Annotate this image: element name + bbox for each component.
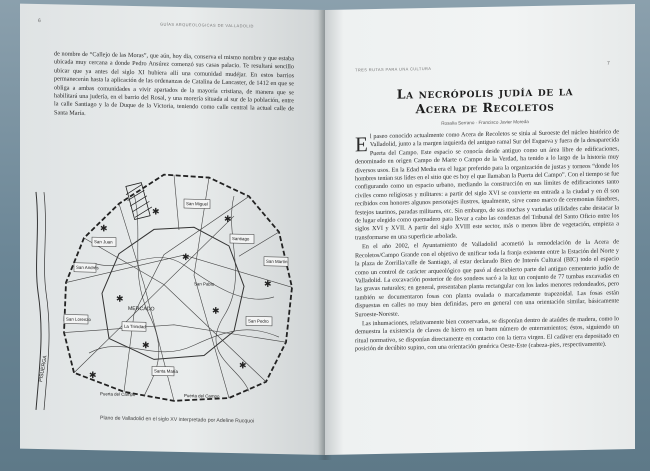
right-running-head: TRES RUTAS PARA UNA CULTURA (355, 65, 432, 73)
svg-text:✱: ✱ (152, 207, 160, 218)
article-title-line2: Acera de Recoletos (415, 98, 555, 117)
right-page (325, 4, 635, 455)
left-page-number: 6 (38, 17, 41, 25)
article-paragraph-3: Las inhumaciones, relativamente bien conservadas, se disponían dentro de ataúdes de madera, como lo demuestra la existencia de clavos de hierro en un buen número de enterramientos; éstos, siguiendo un ritual normativo, se disponían directamente en contacto con la tierra virgen. El cadáver era depositado en posición de decúbito supino, con una orientación genérica Oeste-Este (cabeza-pies, respectivamente). (355, 315, 619, 353)
drop-cap: E (355, 132, 368, 157)
map-label-sanpedro: San Pedro (248, 318, 269, 324)
map-label-sanandres: San Andrés (76, 264, 99, 271)
map-label-sanjuan: San Juan (94, 239, 113, 245)
article-paragraph-1 (355, 128, 619, 242)
map-label-trinidad: La Trinidad (124, 323, 146, 330)
map-label-sanpablo: San Pablo (194, 281, 215, 287)
map-label-sanmiguel: San Miguel (185, 201, 208, 207)
svg-text:✱: ✱ (89, 371, 97, 382)
svg-text:✱: ✱ (100, 224, 108, 235)
article-authors: Rosalía Serrano · Francisco Javier Moreda (441, 119, 529, 126)
map-label-sanlorenzo: San Lorenzo (66, 316, 91, 323)
svg-text:✱: ✱ (264, 279, 272, 290)
map-caption: Plano de Valladolid en el siglo XV interpretado por Adeline Rucquoi (100, 415, 255, 425)
map-label-santamaria: Santa María (154, 368, 178, 374)
hatched-block (124, 182, 153, 220)
valladolid-map (34, 132, 304, 416)
map-label-mercado: MERCADO (128, 305, 155, 313)
map-label-santiago: Santiago (232, 236, 250, 242)
map-label-pisuerga: PISUERGA (38, 354, 49, 383)
article-paragraph-2: En el año 2002, el Ayuntamiento de Valladolid acometió la remodelación de la Acera de Recoletos/Campo Grande con el objetivo de unificar toda la franja existente entre la Estación del Norte y la plaza de Zorrilla/calle de Santiago, al estar declarado Bien de Interés Cultural (BIC) todo el espacio como un control de carácter arqueológico que pasó al descubierto parte del antiguo cementerio judío de Valladolid. La excavación posterior de dos sondeos sacó a la luz un conjunto de 77 tumbas excavadas en las gravas naturales; en general, presentaban planta rectangular con los lados menores redondeados, pero también se documentaron fosas con planta ovalada o marcadamente trapezoidal. Las fosas están dispuestas en calles no muy bien definidas, pero en general con una orientación similar, básicamente Suroeste-Noreste. (355, 238, 619, 318)
svg-text:✱: ✱ (224, 214, 232, 226)
article-title (355, 82, 615, 117)
svg-text:✱: ✱ (116, 294, 124, 305)
left-page (20, 4, 325, 455)
right-page-number: 7 (607, 60, 610, 67)
left-paragraph: de nombre de “Callejo de las Moras”, que aún, hoy día, conserva el mismo nombre y que estaba ubicada muy cercana a donde Pedro Ansúrez comenzó sus casas palacio. Te resultará sencillo ubicar que ya antes del siglo XI hubiera allí una comunidad mudéjar. En estos barrios permanecerán hasta la aplicación de las ordenanzas de Catalina de Lancaster, de 1412 en que se obliga a ambas comunidades a vivir apartados de la mayoría cristiana, de manera que se habilitará una judería, en el barrio del Rosal, y una morería situada al sur de la población, entre la calle Santiago y la de Duque de la Victoria, teniendo como calle central la actual calle de Santa María. (54, 50, 294, 117)
left-running-head: GUÍAS ARQUEOLÓGICAS DE VALLADOLID (160, 21, 254, 29)
map-label-puerta-campo: Puerta del Campo (100, 391, 136, 398)
open-booklet (20, 10, 635, 455)
map-label-puerta-campo-2: Puerta del Campo (184, 393, 220, 399)
svg-text:✱: ✱ (211, 306, 220, 317)
map-label-sanmartin: San Martín (266, 258, 288, 265)
article-body (355, 128, 619, 355)
svg-text:✱: ✱ (238, 361, 247, 372)
article-paragraph-1-text: l paseo conocido actualmente como Acera de Recoletos se sitúa al Suroeste del núcleo histórico de Valladolid, junto a la margen izquierda del antiguo ramal Sur del Esgueva y fuera de la desaparecida Puerta del Campo. Este espacio se conocía desde antiguo como un área libre de edificaciones, denominado en origen Campo de Marte o Campo de la Verdad, ha tenido a lo largo de la historia muy diversos usos. En la Edad Media era el lugar preferido para la organización de justas y torneos “donde los hombres tenían sus lides en el sitio que es hoy el que llamaban la Puerta del Campo”. Con el tiempo se fue configurando como un espacio urbano, mediando la construcción en sus límites de edificaciones tanto civiles como religiosas y militares: a partir del siglo XVI se convierte en entrada a la ciudad y en él son recibidos con honores algunos personajes ilustres, igualmente, sirve como marco de ceremonias fúnebres, festejos taurinos, paradas militares, etc. Sin embargo, de sus muchas y variadas utilidades cabe destacar la de lugar elegido como quemadero para llevar a cabo las condenas del Tribunal del Santo Oficio entre los siglos XVI y XVII. A partir del siglo XVIII este sector, más o menos libre de vegetación, empieza a transformarse en una superficie arbolada. (355, 128, 619, 242)
svg-text:✱: ✱ (182, 253, 190, 264)
svg-text:✱: ✱ (142, 341, 150, 352)
article-title-line1: La necrópolis judía de la (396, 83, 574, 102)
